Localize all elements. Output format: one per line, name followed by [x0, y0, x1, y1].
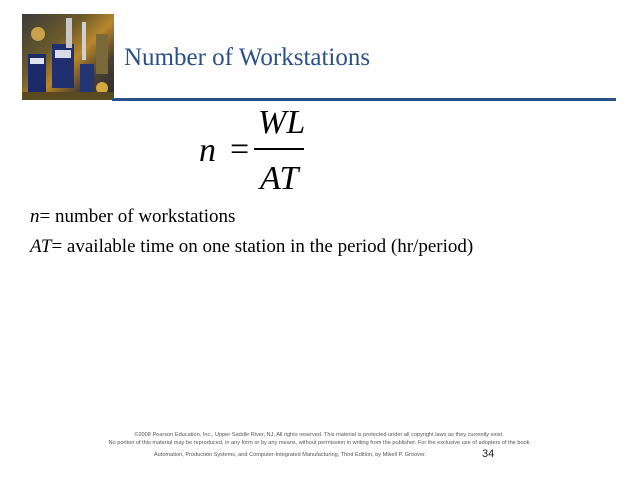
slide-title: Number of Workstations	[124, 44, 371, 71]
formula-denominator: AT	[260, 160, 299, 197]
definition-text: = number of workstations	[39, 206, 236, 227]
fraction-bar	[254, 148, 304, 150]
page-number: 34	[482, 448, 495, 460]
formula-lhs: n	[199, 132, 216, 169]
definition-symbol: n	[30, 206, 40, 227]
definition-n	[30, 206, 235, 228]
footer-book-line: Automation, Production Systems, and Computer-Integrated Manufacturing, Third Edition, by Mikell P. Groover.	[153, 452, 427, 458]
circuit-board-image	[22, 14, 114, 100]
formula-numerator: WL	[258, 104, 306, 141]
definition-at	[30, 236, 473, 258]
title-underline	[112, 98, 616, 101]
formula-equals: =	[230, 131, 250, 168]
footer-copyright-line-2: No portion of this material may be reproduced, in any form or by any means, without permission in writing from the publisher. For the exclusive use of adopters of the book	[108, 440, 530, 446]
footer-copyright-line-1: ©2008 Pearson Education, Inc., Upper Saddle River, NJ. All rights reserved. This material is protected under all copyright laws as they currently exist.	[134, 432, 504, 438]
definition-text: = available time on one station in the period (hr/period)	[51, 236, 474, 257]
definition-symbol: AT	[30, 236, 52, 257]
